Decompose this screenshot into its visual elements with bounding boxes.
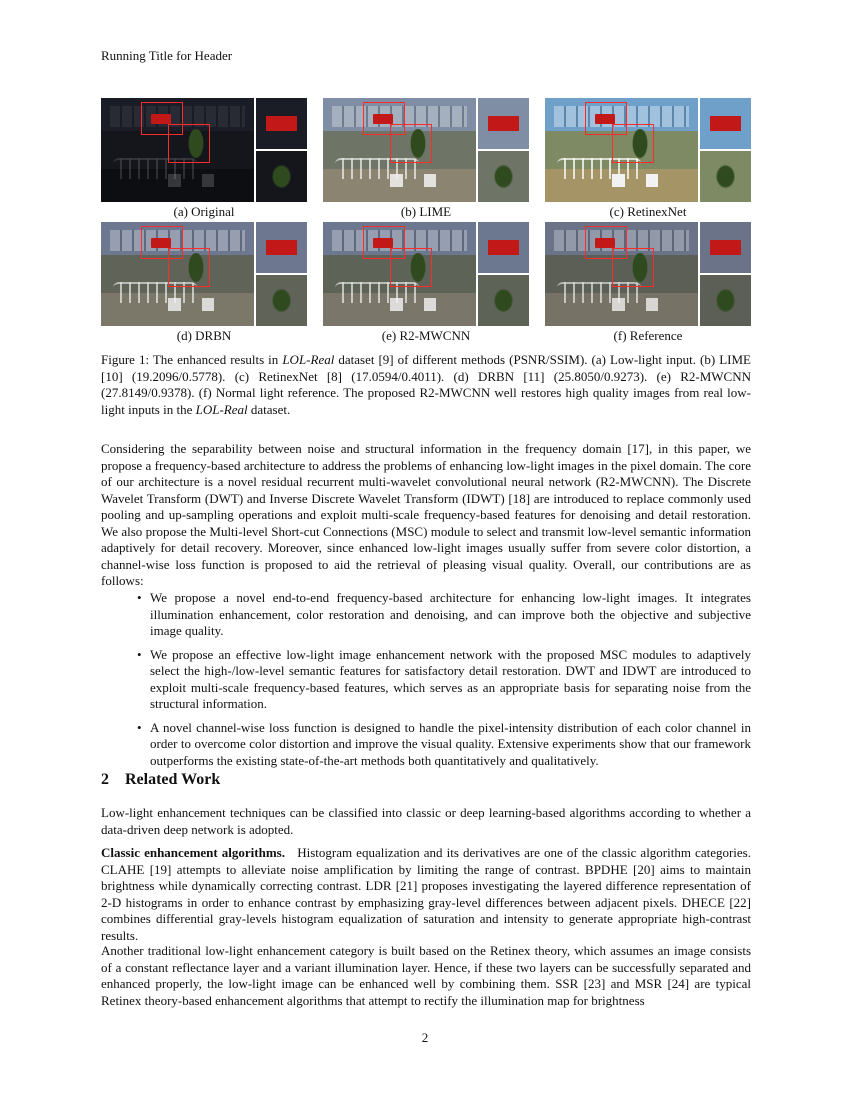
panel-zoom-clock — [700, 98, 751, 149]
list-item: • We propose an effective low-light image enhancement network with the proposed MSC modules to adaptively select the high-/low-level semantic features for satisfactory detail restoration. DWT and IDWT are introduced to exploit multi-scale frequency-based features, which serves as an appropriate basis for separating noise from the structural information. — [101, 647, 751, 713]
panel-label: (d) DRBN — [176, 328, 232, 343]
caption-dataset-2: LOL-Real — [195, 401, 248, 417]
figure-1 — [101, 98, 751, 344]
panel-zoom-plant — [478, 151, 529, 202]
related-work-paragraph: Low-light enhancement techniques can be classified into classic or deep learning-based algorithms according to whether a data-driven deep network is adopted. — [101, 805, 751, 837]
section-heading — [101, 771, 220, 789]
figure-panel-f — [545, 222, 751, 344]
panel-label: (f) Reference — [613, 328, 683, 343]
list-item: • We propose a novel end-to-end frequency-based architecture for enhancing low-light images. It integrates illumination enhancement, color restoration and denoising, and can improve both the objective and subjective image quality. — [101, 590, 751, 640]
panel-main-image — [101, 98, 254, 202]
panel-zoom-clock — [700, 222, 751, 273]
panel-zoom-clock — [256, 98, 307, 149]
paragraph-text: Histogram equalization and its derivatives are one of the classic algorithm categories. CLAHE [19] attempts to alleviate noise amplification by limiting the range of contrast. BPDHE [20] aims to maintain brightness while dynamically correcting contrast. LDR [21] proposes investigating the layered difference representation of 2-D histograms in order to enhance contrast by emphasizing gray-level differences between adjacent pixels. DHECE [22] combines differential gray-levels histogram equalization of saturation and intensity to generate appropriate high-contrast results. — [101, 845, 751, 943]
panel-zoom-plant — [256, 151, 307, 202]
panel-zoom-plant — [700, 275, 751, 326]
panel-label: (e) R2-MWCNN — [381, 328, 471, 343]
panel-main-image — [545, 98, 698, 202]
panel-label: (b) LIME — [400, 204, 452, 219]
panel-zoom-clock — [478, 222, 529, 273]
panel-main-image — [545, 222, 698, 326]
panel-zoom-plant — [700, 151, 751, 202]
figure-row-top — [101, 98, 751, 220]
caption-prefix: Figure 1: The enhanced results in — [101, 352, 283, 367]
classic-algorithms-paragraph — [101, 845, 751, 944]
running-header: Running Title for Header — [101, 48, 233, 63]
panel-label: (c) RetinexNet — [609, 204, 687, 219]
intro-paragraph: Considering the separability between noise and structural information in the frequency domain [17], in this paper, we propose a frequency-based architecture to address the problems of enhancing low-light images in the pixel domain. The core of our architecture is a novel residual recurrent multi-wavelet convolutional neural network (R2-MWCNN). The Discrete Wavelet Transform (DWT) and Inverse Discrete Wavelet Transform (IDWT) [18] are introduced to replace commonly used pooling and up-sampling operations and exploit multi-scale frequency-based features for denoising and detail restoration. We also propose the Multi-level Short-cut Connections (MSC) module to select and transmit low-level semantic information adaptively for detail recovery. Moreover, since enhanced low-light images usually suffer from severe color distortion, a channel-wise loss function is proposed to aid the retrieval of pleasing visual quality. Overall, our contributions are as follows: — [101, 441, 751, 588]
figure-panel-c — [545, 98, 751, 220]
section-title: Related Work — [125, 771, 221, 788]
caption-mid: dataset [9] of different methods (PSNR/SSIM). (a) Low-light input. (b) LIME [10] (19.2096/0.5778). (c) RetinexNet [8] (17.0594/0.4011). (d) DRBN [11] (25.8050/0.9273). (e) R2-MWCNN (27.8149/0.9378). (f) Normal light reference. The proposed R2-MWCNN well restores high quality images from real low-light inputs in the — [101, 352, 751, 417]
panel-zoom-clock — [478, 98, 529, 149]
figure-panel-e — [323, 222, 529, 344]
section-number: 2 — [101, 771, 109, 788]
page-number: 2 — [421, 1030, 429, 1045]
list-item: • A novel channel-wise loss function is designed to handle the pixel-intensity distribution of each color channel in order to overcome color distortion and improve the visual quality. Extensive experiments show that our framework outperforms the existing state-of-the-art methods both quantitatively and qualitatively. — [101, 720, 751, 770]
panel-zoom-clock — [256, 222, 307, 273]
figure-row-bottom — [101, 222, 751, 344]
caption-dataset: LOL-Real — [282, 352, 335, 367]
paragraph-run-in-heading: Classic enhancement algorithms. — [101, 845, 285, 860]
figure-panel-d — [101, 222, 307, 344]
contributions-list — [101, 590, 751, 776]
retinex-paragraph: Another traditional low-light enhancement category is built based on the Retinex theory, which assumes an image consists of a constant reflectance layer and a variant illumination layer. Hence, if these two layers can be successfully separated and enhanced properly, the low-light image can be enhanced well by combining them. SSR [23] and MSR [24] are typical Retinex theory-based enhancement algorithms that attempt to rectify the illumination map for brightness — [101, 943, 751, 1008]
panel-label: (a) Original — [173, 204, 235, 219]
figure-panel-a — [101, 98, 307, 220]
panel-main-image — [323, 222, 476, 326]
panel-zoom-plant — [478, 275, 529, 326]
panel-main-image — [101, 222, 254, 326]
caption-suffix: dataset. — [247, 401, 291, 417]
figure-panel-b — [323, 98, 529, 220]
figure-caption — [101, 352, 751, 418]
panel-main-image — [323, 98, 476, 202]
panel-zoom-plant — [256, 275, 307, 326]
